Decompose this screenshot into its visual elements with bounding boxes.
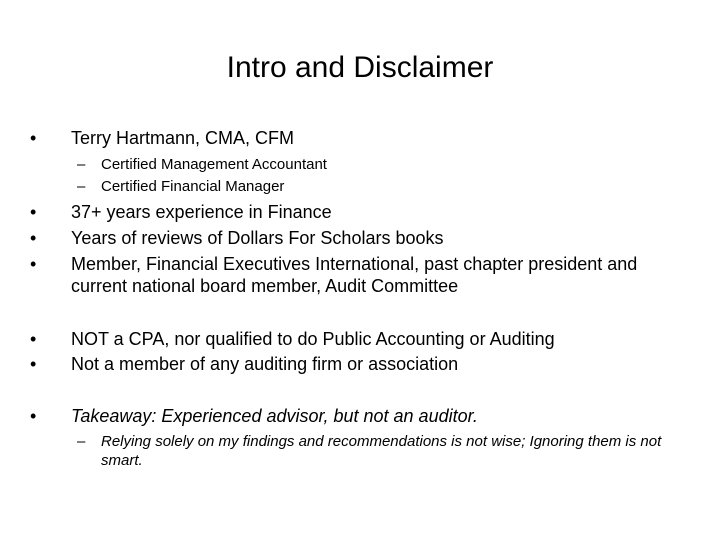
bullet-text: 37+ years experience in Finance: [71, 202, 332, 222]
bullet-item: [30, 127, 690, 149]
bullet-dot-icon: •: [30, 329, 37, 349]
bullet-item: [30, 353, 690, 375]
sub-bullet-item: [77, 177, 687, 196]
sub-bullet-dash-icon: –: [77, 178, 86, 195]
sub-bullet-item: [77, 432, 687, 470]
bullet-item: [30, 227, 690, 249]
sub-bullet-dash-icon: –: [77, 156, 86, 173]
bullet-dot-icon: •: [30, 228, 37, 248]
bullet-dot-icon: •: [30, 354, 37, 374]
bullet-dot-icon: •: [30, 128, 37, 148]
bullet-dot-icon: •: [30, 406, 37, 426]
bullet-text: Years of reviews of Dollars For Scholars books: [71, 228, 444, 248]
sub-bullet-item: [77, 155, 687, 174]
bullet-dot-icon: •: [30, 202, 37, 222]
bullet-text: Terry Hartmann, CMA, CFM: [71, 128, 295, 148]
bullet-item: [30, 328, 690, 350]
sub-bullet-text: Certified Financial Manager: [101, 178, 285, 195]
slide-title: Intro and Disclaimer: [226, 51, 494, 84]
bullet-text: Takeaway: Experienced advisor, but not an auditor.: [71, 406, 478, 426]
bullet-text: Member, Financial Executives International, past chapter president and current national board member, Audit Committee: [71, 254, 638, 296]
bullet-text: NOT a CPA, nor qualified to do Public Accounting or Auditing: [71, 329, 555, 349]
bullet-text: Not a member of any auditing firm or association: [71, 354, 459, 374]
bullet-item: [30, 253, 690, 297]
bullet-item: [30, 405, 690, 427]
bullet-dot-icon: •: [30, 254, 37, 274]
sub-bullet-text: Relying solely on my findings and recommendations is not wise; Ignoring them is not smart.: [101, 433, 662, 469]
sub-bullet-text: Certified Management Accountant: [101, 156, 327, 173]
bullet-item: [30, 201, 690, 223]
sub-bullet-dash-icon: –: [77, 433, 86, 450]
